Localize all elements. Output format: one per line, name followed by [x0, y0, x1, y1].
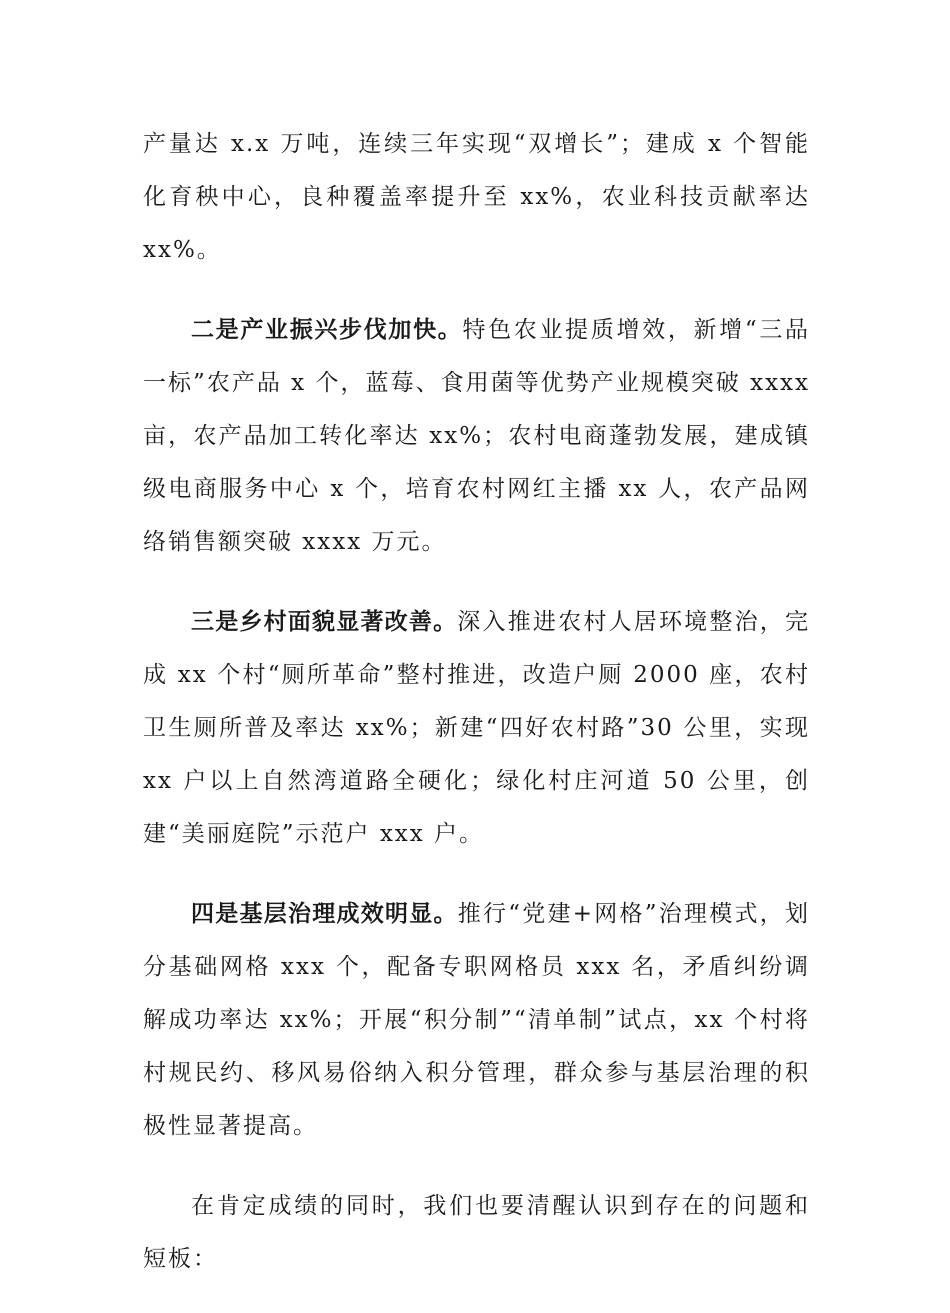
paragraph-body: 深入推进农村人居环境整治，完成 xx 个村“厕所革命”整村推进，改造户厕 2000 座，农村卫生厕所普及率达 xx%；新建“四好农村路”30 公里，实现 xx 户以上自然湾道路全硬化；绿化村庄河道 50 公里，创建“美丽庭院”示范户 xxx 户。 — [143, 609, 811, 847]
paragraph-heading: 三是乡村面貌显著改善。 — [191, 609, 458, 635]
paragraph-grassroots-governance — [143, 888, 810, 1153]
paragraph-body: 特色农业提质增效，新增“三品一标”农产品 x 个，蓝莓、食用菌等优势产业规模突破 xxxx 亩，农产品加工转化率达 xx%；农村电商蓬勃发展，建成镇级电商服务中心 x 个，培育农村网红主播 xx 人，农产品网络销售额突破 xxxx 万元。 — [143, 317, 811, 555]
paragraph-body: 产量达 x.x 万吨，连续三年实现“双增长”；建成 x 个智能化育秧中心，良种覆盖率提升至 xx%，农业科技贡献率达 xx%。 — [143, 131, 810, 263]
document-page — [143, 118, 810, 1313]
paragraph-industry-revitalization — [143, 304, 810, 569]
paragraph-village-appearance — [143, 596, 810, 861]
paragraph-heading: 二是产业振兴步伐加快。 — [191, 317, 463, 343]
paragraph-body: 推行“党建+网格”治理模式，划分基础网格 xxx 个，配备专职网格员 xxx 名，矛盾纠纷调解成功率达 xx%；开展“积分制”“清单制”试点，xx 个村将村规民约、移风易俗纳入积分管理，群众参与基层治理的积极性显著提高。 — [143, 901, 810, 1139]
paragraph-continuation — [143, 118, 810, 277]
paragraph-heading: 四是基层治理成效明显。 — [191, 901, 458, 927]
paragraph-body: 在肯定成绩的同时，我们也要清醒认识到存在的问题和短板： — [143, 1193, 810, 1272]
paragraph-problems-intro — [143, 1180, 810, 1286]
